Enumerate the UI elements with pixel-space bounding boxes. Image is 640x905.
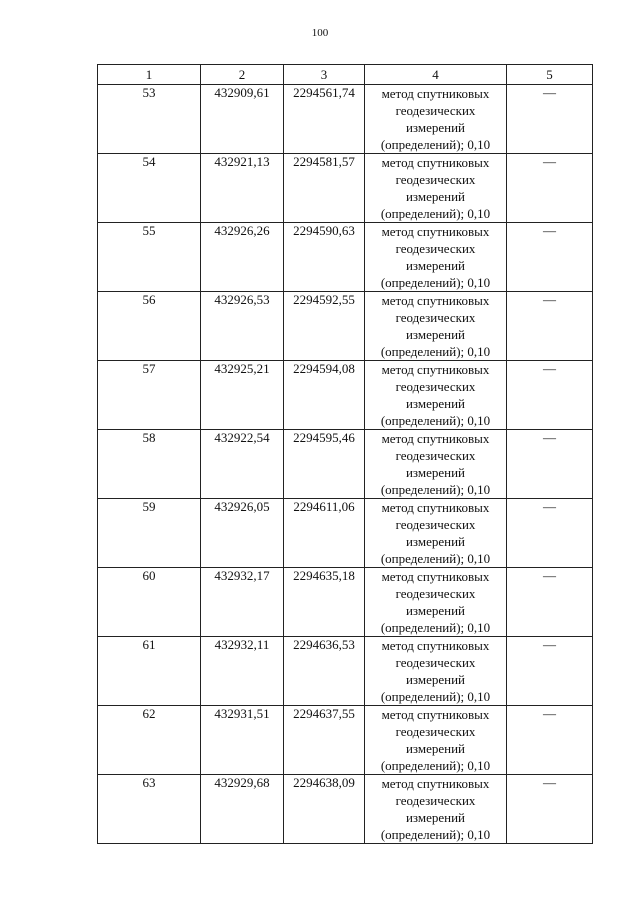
measurement-method: метод спутниковых геодезических измерений (определений); 0,10 [365, 706, 507, 775]
note-cell: — [507, 637, 593, 706]
coordinate-x: 432922,54 [201, 430, 284, 499]
table-header-row [98, 65, 593, 85]
note-cell: — [507, 292, 593, 361]
coordinate-x: 432932,17 [201, 568, 284, 637]
coordinate-y: 2294590,63 [284, 223, 365, 292]
table-row [98, 499, 593, 568]
point-number: 56 [98, 292, 201, 361]
table-row [98, 361, 593, 430]
measurement-method: метод спутниковых геодезических измерений (определений); 0,10 [365, 637, 507, 706]
table-row [98, 430, 593, 499]
measurement-method: метод спутниковых геодезических измерений (определений); 0,10 [365, 292, 507, 361]
measurement-method: метод спутниковых геодезических измерений (определений); 0,10 [365, 775, 507, 844]
table-row [98, 223, 593, 292]
table-row [98, 637, 593, 706]
note-cell: — [507, 499, 593, 568]
coordinate-y: 2294594,08 [284, 361, 365, 430]
column-header: 3 [284, 65, 365, 85]
point-number: 55 [98, 223, 201, 292]
table-row [98, 292, 593, 361]
table-row [98, 568, 593, 637]
column-header: 5 [507, 65, 593, 85]
note-cell: — [507, 361, 593, 430]
coordinate-x: 432929,68 [201, 775, 284, 844]
note-cell: — [507, 706, 593, 775]
table-body [98, 85, 593, 844]
note-cell: — [507, 223, 593, 292]
point-number: 62 [98, 706, 201, 775]
table-row [98, 154, 593, 223]
coordinate-x: 432932,11 [201, 637, 284, 706]
note-cell: — [507, 568, 593, 637]
measurement-method: метод спутниковых геодезических измерений (определений); 0,10 [365, 361, 507, 430]
point-number: 63 [98, 775, 201, 844]
coordinate-x: 432926,05 [201, 499, 284, 568]
coordinate-x: 432909,61 [201, 85, 284, 154]
coordinate-x: 432926,53 [201, 292, 284, 361]
note-cell: — [507, 430, 593, 499]
coordinate-y: 2294581,57 [284, 154, 365, 223]
coordinate-y: 2294561,74 [284, 85, 365, 154]
table-row [98, 85, 593, 154]
point-number: 54 [98, 154, 201, 223]
coordinate-x: 432925,21 [201, 361, 284, 430]
coordinate-y: 2294595,46 [284, 430, 365, 499]
table-row [98, 775, 593, 844]
coordinate-y: 2294592,55 [284, 292, 365, 361]
measurement-method: метод спутниковых геодезических измерений (определений); 0,10 [365, 568, 507, 637]
note-cell: — [507, 154, 593, 223]
note-cell: — [507, 775, 593, 844]
point-number: 60 [98, 568, 201, 637]
coordinate-y: 2294637,55 [284, 706, 365, 775]
column-header: 1 [98, 65, 201, 85]
coordinate-y: 2294635,18 [284, 568, 365, 637]
column-header: 2 [201, 65, 284, 85]
measurement-method: метод спутниковых геодезических измерений (определений); 0,10 [365, 499, 507, 568]
measurement-method: метод спутниковых геодезических измерений (определений); 0,10 [365, 154, 507, 223]
measurement-method: метод спутниковых геодезических измерений (определений); 0,10 [365, 430, 507, 499]
measurement-method: метод спутниковых геодезических измерений (определений); 0,10 [365, 223, 507, 292]
coordinate-x: 432926,26 [201, 223, 284, 292]
coordinates-table [97, 64, 593, 844]
coordinate-x: 432931,51 [201, 706, 284, 775]
point-number: 53 [98, 85, 201, 154]
coordinate-x: 432921,13 [201, 154, 284, 223]
point-number: 58 [98, 430, 201, 499]
coordinate-y: 2294638,09 [284, 775, 365, 844]
measurement-method: метод спутниковых геодезических измерений (определений); 0,10 [365, 85, 507, 154]
column-header: 4 [365, 65, 507, 85]
coordinate-y: 2294636,53 [284, 637, 365, 706]
note-cell: — [507, 85, 593, 154]
coordinate-y: 2294611,06 [284, 499, 365, 568]
point-number: 57 [98, 361, 201, 430]
point-number: 59 [98, 499, 201, 568]
point-number: 61 [98, 637, 201, 706]
table-row [98, 706, 593, 775]
page-number: 100 [311, 27, 329, 39]
